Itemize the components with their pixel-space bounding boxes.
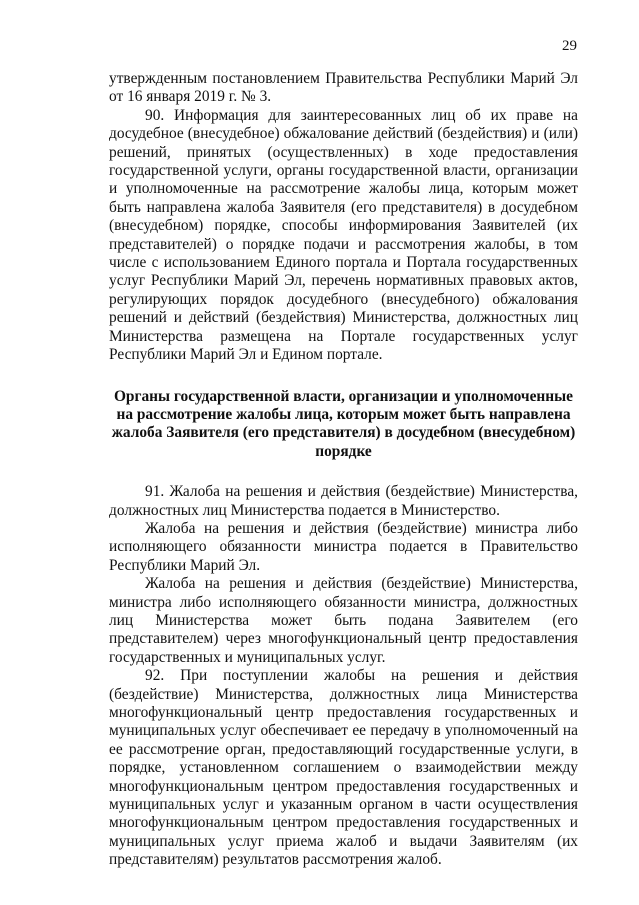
paragraph-91-complaint-mfc: Жалоба на решения и действия (бездействие) Министерства, министра либо исполняющего обязанности министра, должностных лиц Министерства может быть подана Заявителем (его представителем) через многофункциональный центр предоставления государственных и муниципальных услуг. <box>109 575 578 666</box>
paragraph-continuation: утвержденным постановлением Правительства Республики Марий Эл от 16 января 2019 г. № 3. <box>109 70 578 106</box>
paragraph-90: 90. Информация для заинтересованных лиц об их праве на досудебное (внесудебное) обжалование действий (бездействия) и (или) решений, принятых (осуществленных) в ходе предоставления государственной услуги, органы государственной власти, организации и уполномоченные на рассмотрение жалобы лица, которым может быть направлена жалоба Заявителя (его представителя) в досудебном (внесудебном) порядке, способы информирования Заявителей (их представителей) о порядке подачи и рассмотрения жалобы, в том числе с использованием Единого портала и Портала государственных услуг Республики Марий Эл, перечень нормативных правовых актов, регулирующих порядок досудебного (внесудебного) обжалования решений и действий (бездействия) Министерства, должностных лиц Министерства размещена на Портале государственных услуг Республики Марий Эл и Едином портале. <box>109 106 578 364</box>
paragraph-91-complaint-minister: Жалоба на решения и действия (бездействие) министра либо исполняющего обязанности министра подается в Правительство Республики Марий Эл. <box>109 519 578 574</box>
page-number: 29 <box>562 38 577 54</box>
paragraph-91: 91. Жалоба на решения и действия (бездействие) Министерства, должностных лиц Министерства подается в Министерство. <box>109 483 578 519</box>
paragraph-92: 92. При поступлении жалобы на решения и действия (бездействие) Министерства, должностных лица Министерства многофункциональный центр предоставления государственных и муниципальных услуг обеспечивает ее передачу в уполномоченный на ее рассмотрение орган, предоставляющий государственные услуги, в порядке, установленном соглашением о взаимодействии между многофункциональным центром предоставления государственных и муниципальных услуг и указанным органом в части осуществления многофункциональным центром предоставления государственных и муниципальных услуг приема жалоб и выдачи Заявителям (их представителям) результатов рассмотрения жалоб. <box>109 667 578 869</box>
document-body <box>109 70 578 870</box>
section-heading: Органы государственной власти, организации и уполномоченные на рассмотрение жалобы лица, которым может быть направлена жалоба Заявителя (его представителя) в досудебном (внесудебном) порядке <box>111 387 576 460</box>
